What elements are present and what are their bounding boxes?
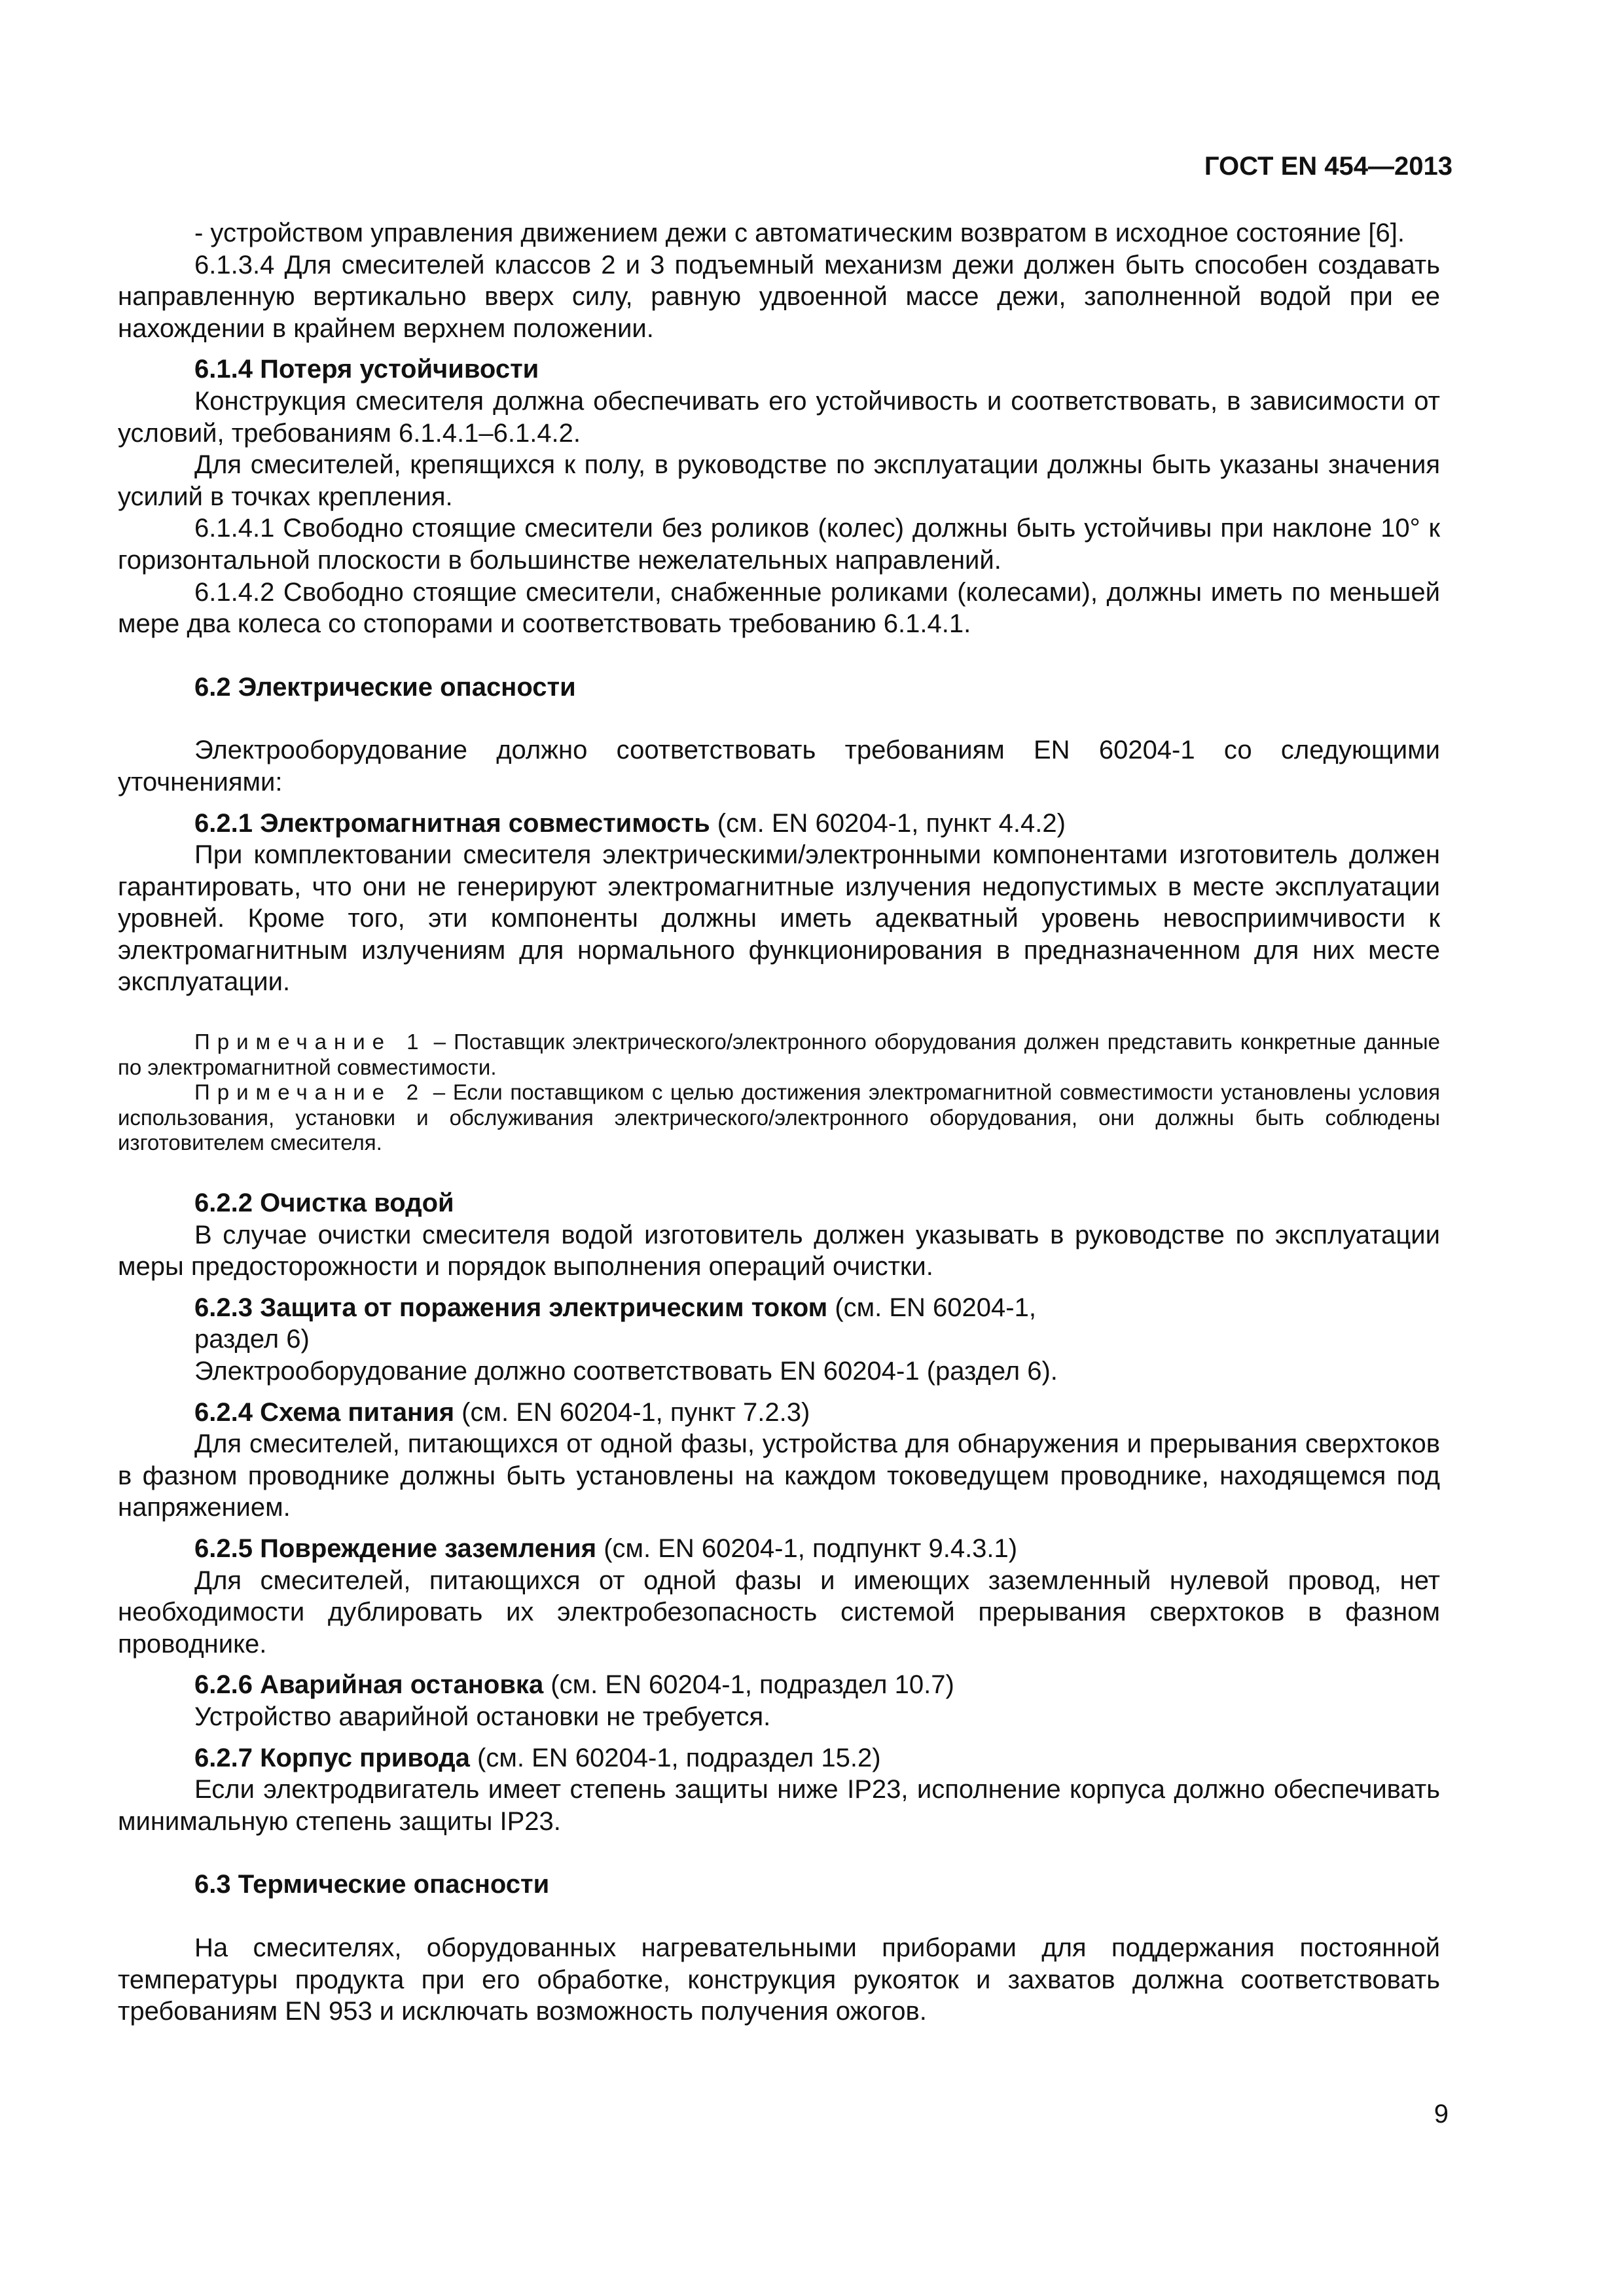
subsection-reference-continued: раздел 6) xyxy=(194,1325,310,1354)
subsection-reference: (см. EN 60204-1, пункт 4.4.2) xyxy=(710,808,1066,838)
paragraph: 6.1.3.4 Для смесителей классов 2 и 3 подъемный механизм дежи должен быть способен создавать направленную вертикально вверх силу, равную удвоенной массе дежи, заполненной водой при ее нахождении в крайнем верхнем положении. xyxy=(118,250,1440,343)
paragraph: Электрооборудование должно соответствовать требованиям EN 60204-1 со следующими уточнениями: xyxy=(118,736,1440,797)
document-body xyxy=(118,217,1440,2028)
section-heading: 6.1.4 Потеря устойчивости xyxy=(194,355,539,384)
note-label: Примечание 2 xyxy=(194,1080,426,1105)
paragraph: 6.1.4.2 Свободно стоящие смесители, снабженные роликами (колесами), должны иметь по меньшей мере два колеса со стопорами и соответствовать требованию 6.1.4.1. xyxy=(118,577,1440,639)
paragraph: Для смесителей, крепящихся к полу, в руководстве по эксплуатации должны быть указаны значения усилий в точках крепления. xyxy=(118,450,1440,511)
note xyxy=(118,1080,1440,1156)
note-text: – Поставщик электрического/электронного оборудования должен представить конкретные данные по электромагнитной совместимости. xyxy=(118,1030,1440,1079)
subsection-reference: (см. EN 60204-1, подраздел 15.2) xyxy=(469,1743,881,1772)
paragraph: При комплектовании смесителя электрическими/электронными компонентами изготовитель должен гарантировать, что они не генерируют электромагнитные излучения недопустимых в месте эксплуатации уровней. Кроме того, эти компоненты должны иметь адекватный уровень невосприимчивости к электромагнитным излучениям для нормального функционирования в предназначенном для них месте эксплуатации. xyxy=(118,840,1440,997)
paragraph: Для смесителей, питающихся от одной фазы, устройства для обнаружения и прерывания сверхтоков в фазном проводнике должны быть установлены на каждом токоведущем проводнике, находящемся под напряжением. xyxy=(118,1429,1440,1522)
subsection-title: 6.2.7 Корпус привода xyxy=(194,1743,470,1772)
paragraph: - устройством управления движением дежи с автоматическим возвратом в исходное состояние [6]. xyxy=(194,219,1405,247)
section-heading: 6.2 Электрические опасности xyxy=(194,672,576,702)
subsection-heading xyxy=(118,1669,1440,1701)
subsection-reference: (см. EN 60204-1, xyxy=(827,1293,1036,1322)
paragraph: 6.1.4.1 Свободно стоящие смесители без роликов (колес) должны быть устойчивы при наклоне 10° к горизонтальной плоскости в большинстве нежелательных направлений. xyxy=(118,514,1440,575)
subsection-heading xyxy=(118,1397,1440,1429)
subsection-heading xyxy=(118,1742,1440,1774)
subsection-title: 6.2.6 Аварийная остановка xyxy=(194,1670,544,1700)
subsection-title: 6.2.3 Защита от поражения электрическим током xyxy=(194,1293,828,1322)
subsection-heading xyxy=(118,808,1440,840)
paragraph: Для смесителей, питающихся от одной фазы и имеющих заземленный нулевой провод, нет необходимости дублировать их электробезопасность системой прерывания сверхтоков в фазном проводнике. xyxy=(118,1566,1440,1659)
page-number: 9 xyxy=(1434,2100,1449,2128)
subsection-reference: (см. EN 60204-1, подпункт 9.4.3.1) xyxy=(596,1534,1018,1563)
paragraph: Конструкция смесителя должна обеспечивать его устойчивость и соответствовать, в зависимости от условий, требованиям 6.1.4.1–6.1.4.2. xyxy=(118,386,1440,448)
document-header: ГОСТ EN 454—2013 xyxy=(1204,152,1453,181)
subsection-title: 6.2.5 Повреждение заземления xyxy=(194,1534,597,1563)
paragraph: Если электродвигатель имеет степень защиты ниже IP23, исполнение корпуса должно обеспечивать минимальную степень защиты IP23. xyxy=(118,1775,1440,1836)
note-block xyxy=(118,1030,1440,1156)
subsection-heading xyxy=(118,1292,1440,1324)
subsection-reference: (см. EN 60204-1, подраздел 10.7) xyxy=(543,1670,954,1700)
section-heading: 6.3 Термические опасности xyxy=(194,1870,550,1899)
paragraph: В случае очистки смесителя водой изготовитель должен указывать в руководстве по эксплуатации меры предосторожности и порядок выполнения операций очистки. xyxy=(118,1220,1440,1282)
note xyxy=(118,1030,1440,1080)
subsection-title: 6.2.1 Электромагнитная совместимость xyxy=(194,808,710,838)
paragraph: На смесителях, оборудованных нагревательными приборами для поддержания постоянной температуры продукта при его обработке, конструкция рукояток и захватов должна соответствовать требованиям EN 953 и исключать возможность получения ожогов. xyxy=(118,1933,1440,2026)
note-text: – Если поставщиком с целью достижения электромагнитной совместимости установлены условия использования, установки и обслуживания электрического/электронного оборудования, они должны быть соблюдены изготовителем смесителя. xyxy=(118,1080,1440,1155)
subsection-reference: (см. EN 60204-1, пункт 7.2.3) xyxy=(454,1397,810,1427)
paragraph: Устройство аварийной остановки не требуется. xyxy=(194,1702,771,1731)
subsection-heading xyxy=(118,1533,1440,1565)
subsection-title: 6.2.4 Схема питания xyxy=(194,1397,455,1427)
subsection-heading: 6.2.2 Очистка водой xyxy=(194,1189,454,1218)
paragraph: Электрооборудование должно соответствовать EN 60204-1 (раздел 6). xyxy=(194,1357,1058,1386)
note-label: Примечание 1 xyxy=(194,1030,426,1054)
